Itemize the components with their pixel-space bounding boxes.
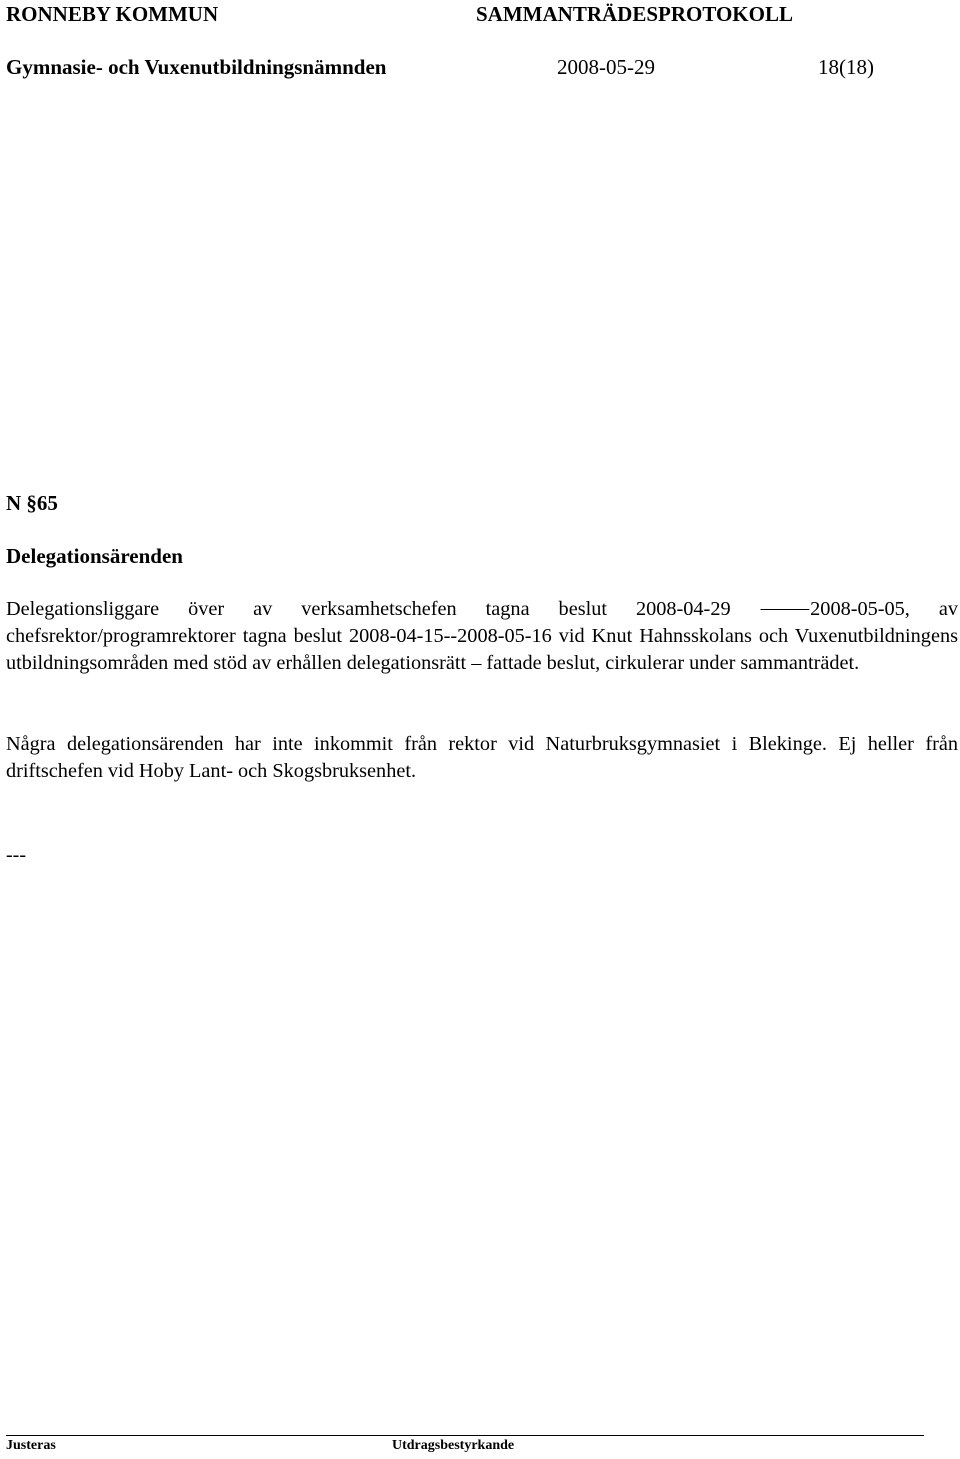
section-title: Delegationsärenden bbox=[6, 544, 183, 568]
body-paragraph-1: Delegationsliggare över av verksamhetschefen tagna beslut 2008-04-29 ⸻2008-05-05, av chefsrektor/programrektorer tagna beslut 2008-04-15--2008-05-16 vid Knut Hahnsskolans och Vuxenutbildningens utbildningsområden med stöd av erhållen delegationsrätt – fattade beslut, cirkulerar under sammanträdet. bbox=[6, 598, 958, 674]
footer-rule bbox=[6, 1435, 924, 1436]
meeting-date: 2008-05-29 bbox=[557, 55, 655, 79]
paragraph-number: N §65 bbox=[6, 491, 58, 515]
justeras-label: Justeras bbox=[6, 1438, 56, 1453]
committee-name: Gymnasie- och Vuxenutbildningsnämnden bbox=[6, 55, 387, 79]
organization-name: RONNEBY KOMMUN bbox=[6, 2, 219, 26]
document-type: SAMMANTRÄDESPROTOKOLL bbox=[476, 2, 793, 26]
page-number: 18(18) bbox=[818, 55, 874, 79]
body-paragraph-2: Några delegationsärenden har inte inkommit från rektor vid Naturbruksgymnasiet i Blekinge. Ej heller från driftschefen vid Hoby Lant- och Skogsbruksenhet. bbox=[6, 733, 958, 782]
utdragsbestyrkande-label: Utdragsbestyrkande bbox=[392, 1438, 515, 1453]
end-marker: --- bbox=[6, 844, 26, 866]
